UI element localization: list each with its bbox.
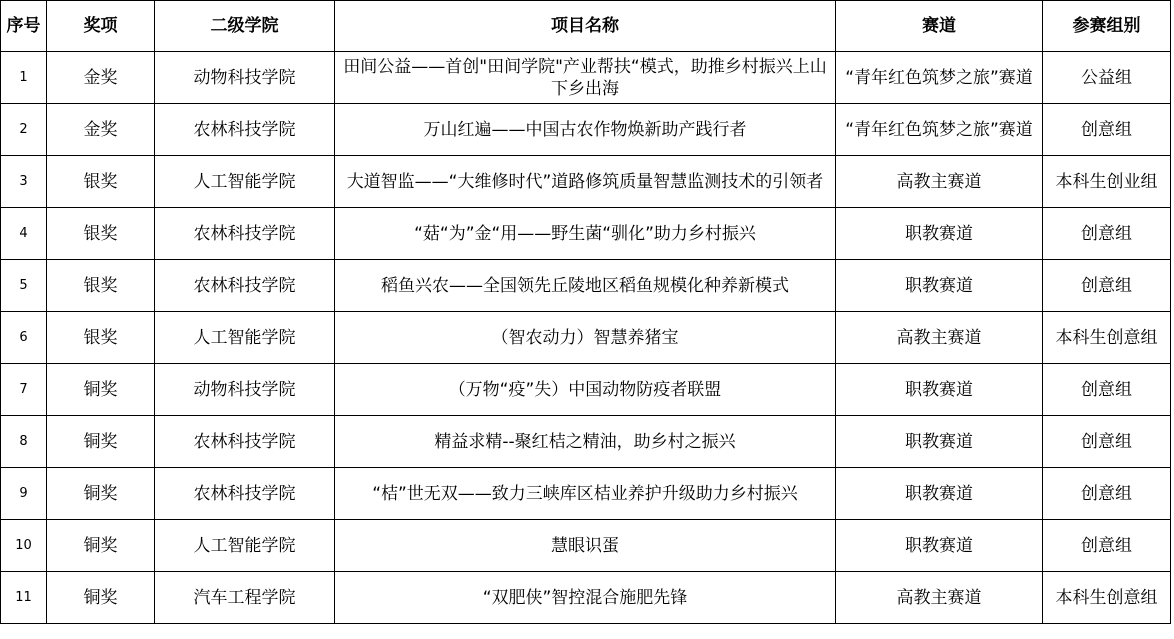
cell-college: 农林科技学院 [155, 416, 335, 468]
header-group: 参赛组别 [1043, 1, 1171, 52]
cell-award: 银奖 [47, 312, 155, 364]
cell-award: 银奖 [47, 208, 155, 260]
cell-group: 创意组 [1043, 364, 1171, 416]
cell-award: 铜奖 [47, 416, 155, 468]
cell-project: 精益求精--聚红桔之精油，助乡村之振兴 [335, 416, 836, 468]
cell-group: 创意组 [1043, 260, 1171, 312]
cell-college: 农林科技学院 [155, 104, 335, 156]
cell-track: 职教赛道 [836, 468, 1043, 520]
header-row [1, 1, 1171, 52]
cell-group: 本科生创意组 [1043, 572, 1171, 624]
cell-track: “青年红色筑梦之旅”赛道 [836, 52, 1043, 104]
cell-project: 慧眼识蛋 [335, 520, 836, 572]
cell-project: （万物“疫”失）中国动物防疫者联盟 [335, 364, 836, 416]
cell-group: 创意组 [1043, 208, 1171, 260]
cell-college: 农林科技学院 [155, 260, 335, 312]
table-row [1, 156, 1171, 208]
table-row [1, 208, 1171, 260]
cell-college: 人工智能学院 [155, 520, 335, 572]
cell-no: 7 [1, 364, 47, 416]
table-row [1, 572, 1171, 624]
cell-group: 创意组 [1043, 520, 1171, 572]
cell-no: 10 [1, 520, 47, 572]
cell-project: “桔”世无双——致力三峡库区桔业养护升级助力乡村振兴 [335, 468, 836, 520]
cell-group: 创意组 [1043, 104, 1171, 156]
cell-college: 汽车工程学院 [155, 572, 335, 624]
cell-award: 银奖 [47, 156, 155, 208]
cell-no: 2 [1, 104, 47, 156]
cell-award: 银奖 [47, 260, 155, 312]
cell-project: “双肥侠”智控混合施肥先锋 [335, 572, 836, 624]
cell-college: 农林科技学院 [155, 208, 335, 260]
table-row [1, 312, 1171, 364]
table-row [1, 468, 1171, 520]
cell-group: 本科生创意组 [1043, 312, 1171, 364]
cell-award: 金奖 [47, 104, 155, 156]
cell-track: 职教赛道 [836, 364, 1043, 416]
cell-college: 人工智能学院 [155, 312, 335, 364]
cell-project: 大道智监——“大维修时代”道路修筑质量智慧监测技术的引领者 [335, 156, 836, 208]
cell-track: 职教赛道 [836, 208, 1043, 260]
cell-award: 铜奖 [47, 572, 155, 624]
cell-project: “菇“为”金“用——野生菌“驯化”助力乡村振兴 [335, 208, 836, 260]
cell-group: 公益组 [1043, 52, 1171, 104]
cell-group: 本科生创业组 [1043, 156, 1171, 208]
header-college: 二级学院 [155, 1, 335, 52]
cell-no: 6 [1, 312, 47, 364]
table-row [1, 104, 1171, 156]
cell-no: 8 [1, 416, 47, 468]
cell-track: 职教赛道 [836, 520, 1043, 572]
cell-group: 创意组 [1043, 416, 1171, 468]
header-project: 项目名称 [335, 1, 836, 52]
cell-track: 职教赛道 [836, 260, 1043, 312]
cell-project: 万山红遍——中国古农作物焕新助产践行者 [335, 104, 836, 156]
table-row [1, 520, 1171, 572]
cell-track: “青年红色筑梦之旅”赛道 [836, 104, 1043, 156]
table-row [1, 52, 1171, 104]
cell-college: 农林科技学院 [155, 468, 335, 520]
cell-college: 动物科技学院 [155, 52, 335, 104]
cell-no: 1 [1, 52, 47, 104]
cell-project: 田间公益——首创"田间学院"产业帮扶“模式，助推乡村振兴上山下乡出海 [335, 52, 836, 104]
cell-award: 铜奖 [47, 468, 155, 520]
cell-no: 4 [1, 208, 47, 260]
cell-project: （智农动力）智慧养猪宝 [335, 312, 836, 364]
cell-track: 高教主赛道 [836, 312, 1043, 364]
cell-group: 创意组 [1043, 468, 1171, 520]
cell-award: 铜奖 [47, 520, 155, 572]
cell-award: 铜奖 [47, 364, 155, 416]
cell-no: 11 [1, 572, 47, 624]
cell-college: 动物科技学院 [155, 364, 335, 416]
header-track: 赛道 [836, 1, 1043, 52]
header-no: 序号 [1, 1, 47, 52]
cell-award: 金奖 [47, 52, 155, 104]
cell-no: 9 [1, 468, 47, 520]
table-row [1, 260, 1171, 312]
cell-track: 高教主赛道 [836, 572, 1043, 624]
cell-college: 人工智能学院 [155, 156, 335, 208]
cell-project: 稻鱼兴农——全国领先丘陵地区稻鱼规模化种养新模式 [335, 260, 836, 312]
table-row [1, 364, 1171, 416]
cell-track: 职教赛道 [836, 416, 1043, 468]
cell-track: 高教主赛道 [836, 156, 1043, 208]
table-row [1, 416, 1171, 468]
header-award: 奖项 [47, 1, 155, 52]
cell-no: 3 [1, 156, 47, 208]
cell-no: 5 [1, 260, 47, 312]
